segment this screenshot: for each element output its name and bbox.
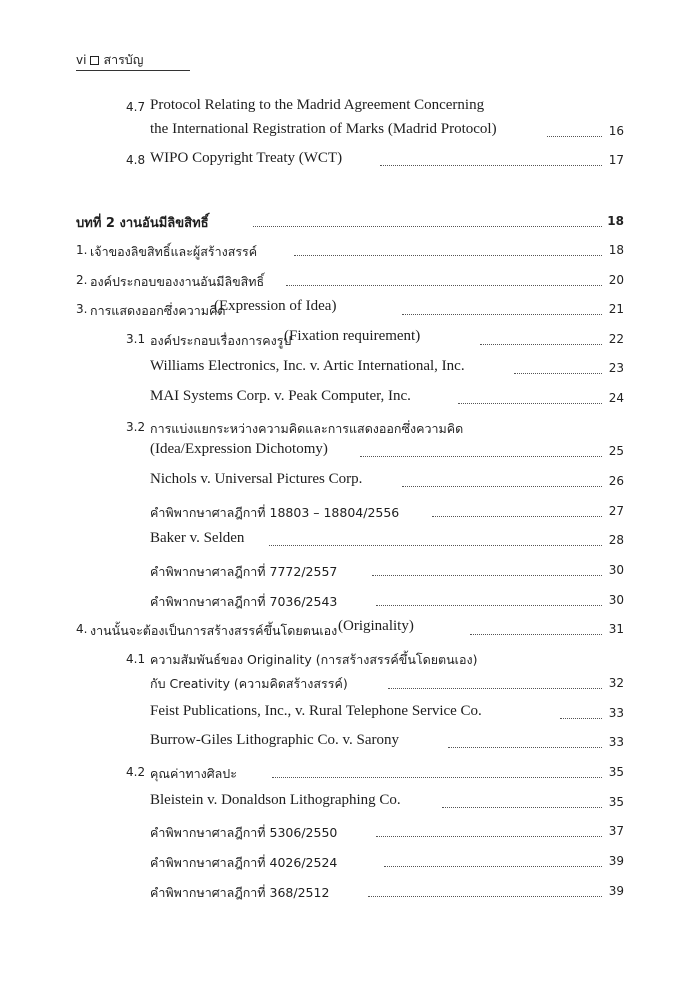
entry-title: Williams Electronics, Inc. v. Artic International, Inc. bbox=[150, 358, 465, 374]
dot-leader bbox=[458, 401, 602, 404]
dot-leader bbox=[269, 543, 602, 546]
entry-title-english: (Expression of Idea) bbox=[214, 298, 337, 314]
entry-page-number: 35 bbox=[608, 795, 624, 809]
entry-page-number: 37 bbox=[608, 824, 624, 838]
entry-page-number: 28 bbox=[608, 533, 624, 547]
entry-title: คุณค่าทางศิลปะ bbox=[150, 766, 237, 781]
entry-page-number: 39 bbox=[608, 854, 624, 868]
chapter-title: บทที่ 2 งานอันมีลิขสิทธิ์ bbox=[76, 216, 209, 231]
entry-page-number: 35 bbox=[608, 765, 624, 779]
dot-leader bbox=[380, 163, 602, 166]
entry-number: 4. bbox=[76, 622, 88, 636]
dot-leader bbox=[480, 342, 602, 345]
dot-leader bbox=[272, 775, 602, 778]
entry-number: 3.2 bbox=[126, 420, 146, 434]
entry-title: คำพิพากษาศาลฎีกาที่ 5306/2550 bbox=[150, 825, 338, 840]
entry-title: MAI Systems Corp. v. Peak Computer, Inc. bbox=[150, 388, 411, 404]
dot-leader bbox=[402, 484, 602, 487]
entry-page-number: 33 bbox=[608, 706, 624, 720]
dot-leader bbox=[294, 253, 602, 256]
entry-page-number: 18 bbox=[607, 214, 624, 228]
entry-title: ความสัมพันธ์ของ Originality (การสร้างสรรค์ขึ้นโดยตนเอง) bbox=[150, 652, 478, 667]
entry-title: Baker v. Selden bbox=[150, 530, 245, 546]
entry-title-english: (Originality) bbox=[338, 618, 414, 634]
entry-title-continued: กับ Creativity (ความคิดสร้างสรรค์) bbox=[150, 676, 348, 691]
entry-page-number: 24 bbox=[608, 391, 624, 405]
entry-title: คำพิพากษาศาลฎีกาที่ 4026/2524 bbox=[150, 855, 338, 870]
dot-leader bbox=[442, 805, 602, 808]
entry-number: 1. bbox=[76, 243, 88, 257]
entry-title-continued: (Idea/Expression Dichotomy) bbox=[150, 441, 328, 457]
entry-page-number: 27 bbox=[608, 504, 624, 518]
entry-page-number: 22 bbox=[608, 332, 624, 346]
dot-leader bbox=[384, 864, 602, 867]
entry-title-english: (Fixation requirement) bbox=[284, 328, 421, 344]
entry-page-number: 23 bbox=[608, 361, 624, 375]
entry-page-number: 16 bbox=[608, 124, 624, 138]
entry-title: องค์ประกอบของงานอันมีลิขสิทธิ์ bbox=[90, 274, 265, 289]
entry-title-continued: the International Registration of Marks (Madrid Protocol) bbox=[150, 121, 497, 137]
dot-leader bbox=[448, 745, 602, 748]
checkbox-bullet-icon bbox=[90, 56, 99, 65]
dot-leader bbox=[376, 834, 602, 837]
entry-page-number: 33 bbox=[608, 735, 624, 749]
entry-number: 4.7 bbox=[126, 100, 146, 114]
entry-title: Burrow-Giles Lithographic Co. v. Sarony bbox=[150, 732, 399, 748]
entry-page-number: 17 bbox=[608, 153, 624, 167]
dot-leader bbox=[376, 603, 602, 606]
entry-page-number: 30 bbox=[608, 593, 624, 607]
entry-number: 4.8 bbox=[126, 153, 146, 167]
entry-page-number: 20 bbox=[608, 273, 624, 287]
entry-number: 4.2 bbox=[126, 765, 146, 779]
entry-title-thai: งานนั้นจะต้องเป็นการสร้างสรรค์ขึ้นโดยตนเอง bbox=[90, 623, 338, 638]
entry-title: WIPO Copyright Treaty (WCT) bbox=[150, 150, 343, 166]
entry-page-number: 21 bbox=[608, 302, 624, 316]
dot-leader bbox=[286, 283, 602, 286]
entry-title: Nichols v. Universal Pictures Corp. bbox=[150, 471, 363, 487]
dot-leader bbox=[402, 312, 602, 315]
entry-title: Protocol Relating to the Madrid Agreement Concerning bbox=[150, 97, 485, 113]
entry-title-thai: องค์ประกอบเรื่องการคงรูป bbox=[150, 333, 292, 348]
header-page-number: vi bbox=[76, 53, 87, 67]
running-header bbox=[76, 50, 190, 71]
entry-title: คำพิพากษาศาลฎีกาที่ 368/2512 bbox=[150, 885, 330, 900]
entry-page-number: 18 bbox=[608, 243, 624, 257]
entry-page-number: 39 bbox=[608, 884, 624, 898]
entry-title: เจ้าของลิขสิทธิ์และผู้สร้างสรรค์ bbox=[90, 244, 258, 259]
entry-page-number: 32 bbox=[608, 676, 624, 690]
entry-page-number: 31 bbox=[608, 622, 624, 636]
entry-page-number: 30 bbox=[608, 563, 624, 577]
entry-title: คำพิพากษาศาลฎีกาที่ 7036/2543 bbox=[150, 594, 338, 609]
dot-leader bbox=[372, 573, 602, 576]
entry-number: 4.1 bbox=[126, 652, 146, 666]
dot-leader bbox=[514, 371, 602, 374]
entry-title: การแบ่งแยกระหว่างความคิดและการแสดงออกซึ่งความคิด bbox=[150, 421, 464, 436]
entry-title: Feist Publications, Inc., v. Rural Telephone Service Co. bbox=[150, 703, 482, 719]
header-section-title: สารบัญ bbox=[103, 52, 144, 67]
entry-number: 3. bbox=[76, 302, 88, 316]
entry-title: คำพิพากษาศาลฎีกาที่ 7772/2557 bbox=[150, 564, 338, 579]
entry-page-number: 25 bbox=[608, 444, 624, 458]
dot-leader bbox=[470, 632, 602, 635]
entry-page-number: 26 bbox=[608, 474, 624, 488]
entry-title-thai: การแสดงออกซึ่งความคิด bbox=[90, 303, 226, 318]
entry-title: Bleistein v. Donaldson Lithographing Co. bbox=[150, 792, 401, 808]
dot-leader bbox=[432, 514, 602, 517]
entry-title: คำพิพากษาศาลฎีกาที่ 18803 – 18804/2556 bbox=[150, 505, 400, 520]
entry-number: 3.1 bbox=[126, 332, 146, 346]
dot-leader bbox=[388, 686, 602, 689]
dot-leader bbox=[360, 454, 602, 457]
entry-number: 2. bbox=[76, 273, 88, 287]
dot-leader bbox=[547, 134, 602, 137]
dot-leader bbox=[253, 224, 602, 227]
dot-leader bbox=[368, 894, 602, 897]
dot-leader bbox=[560, 716, 602, 719]
